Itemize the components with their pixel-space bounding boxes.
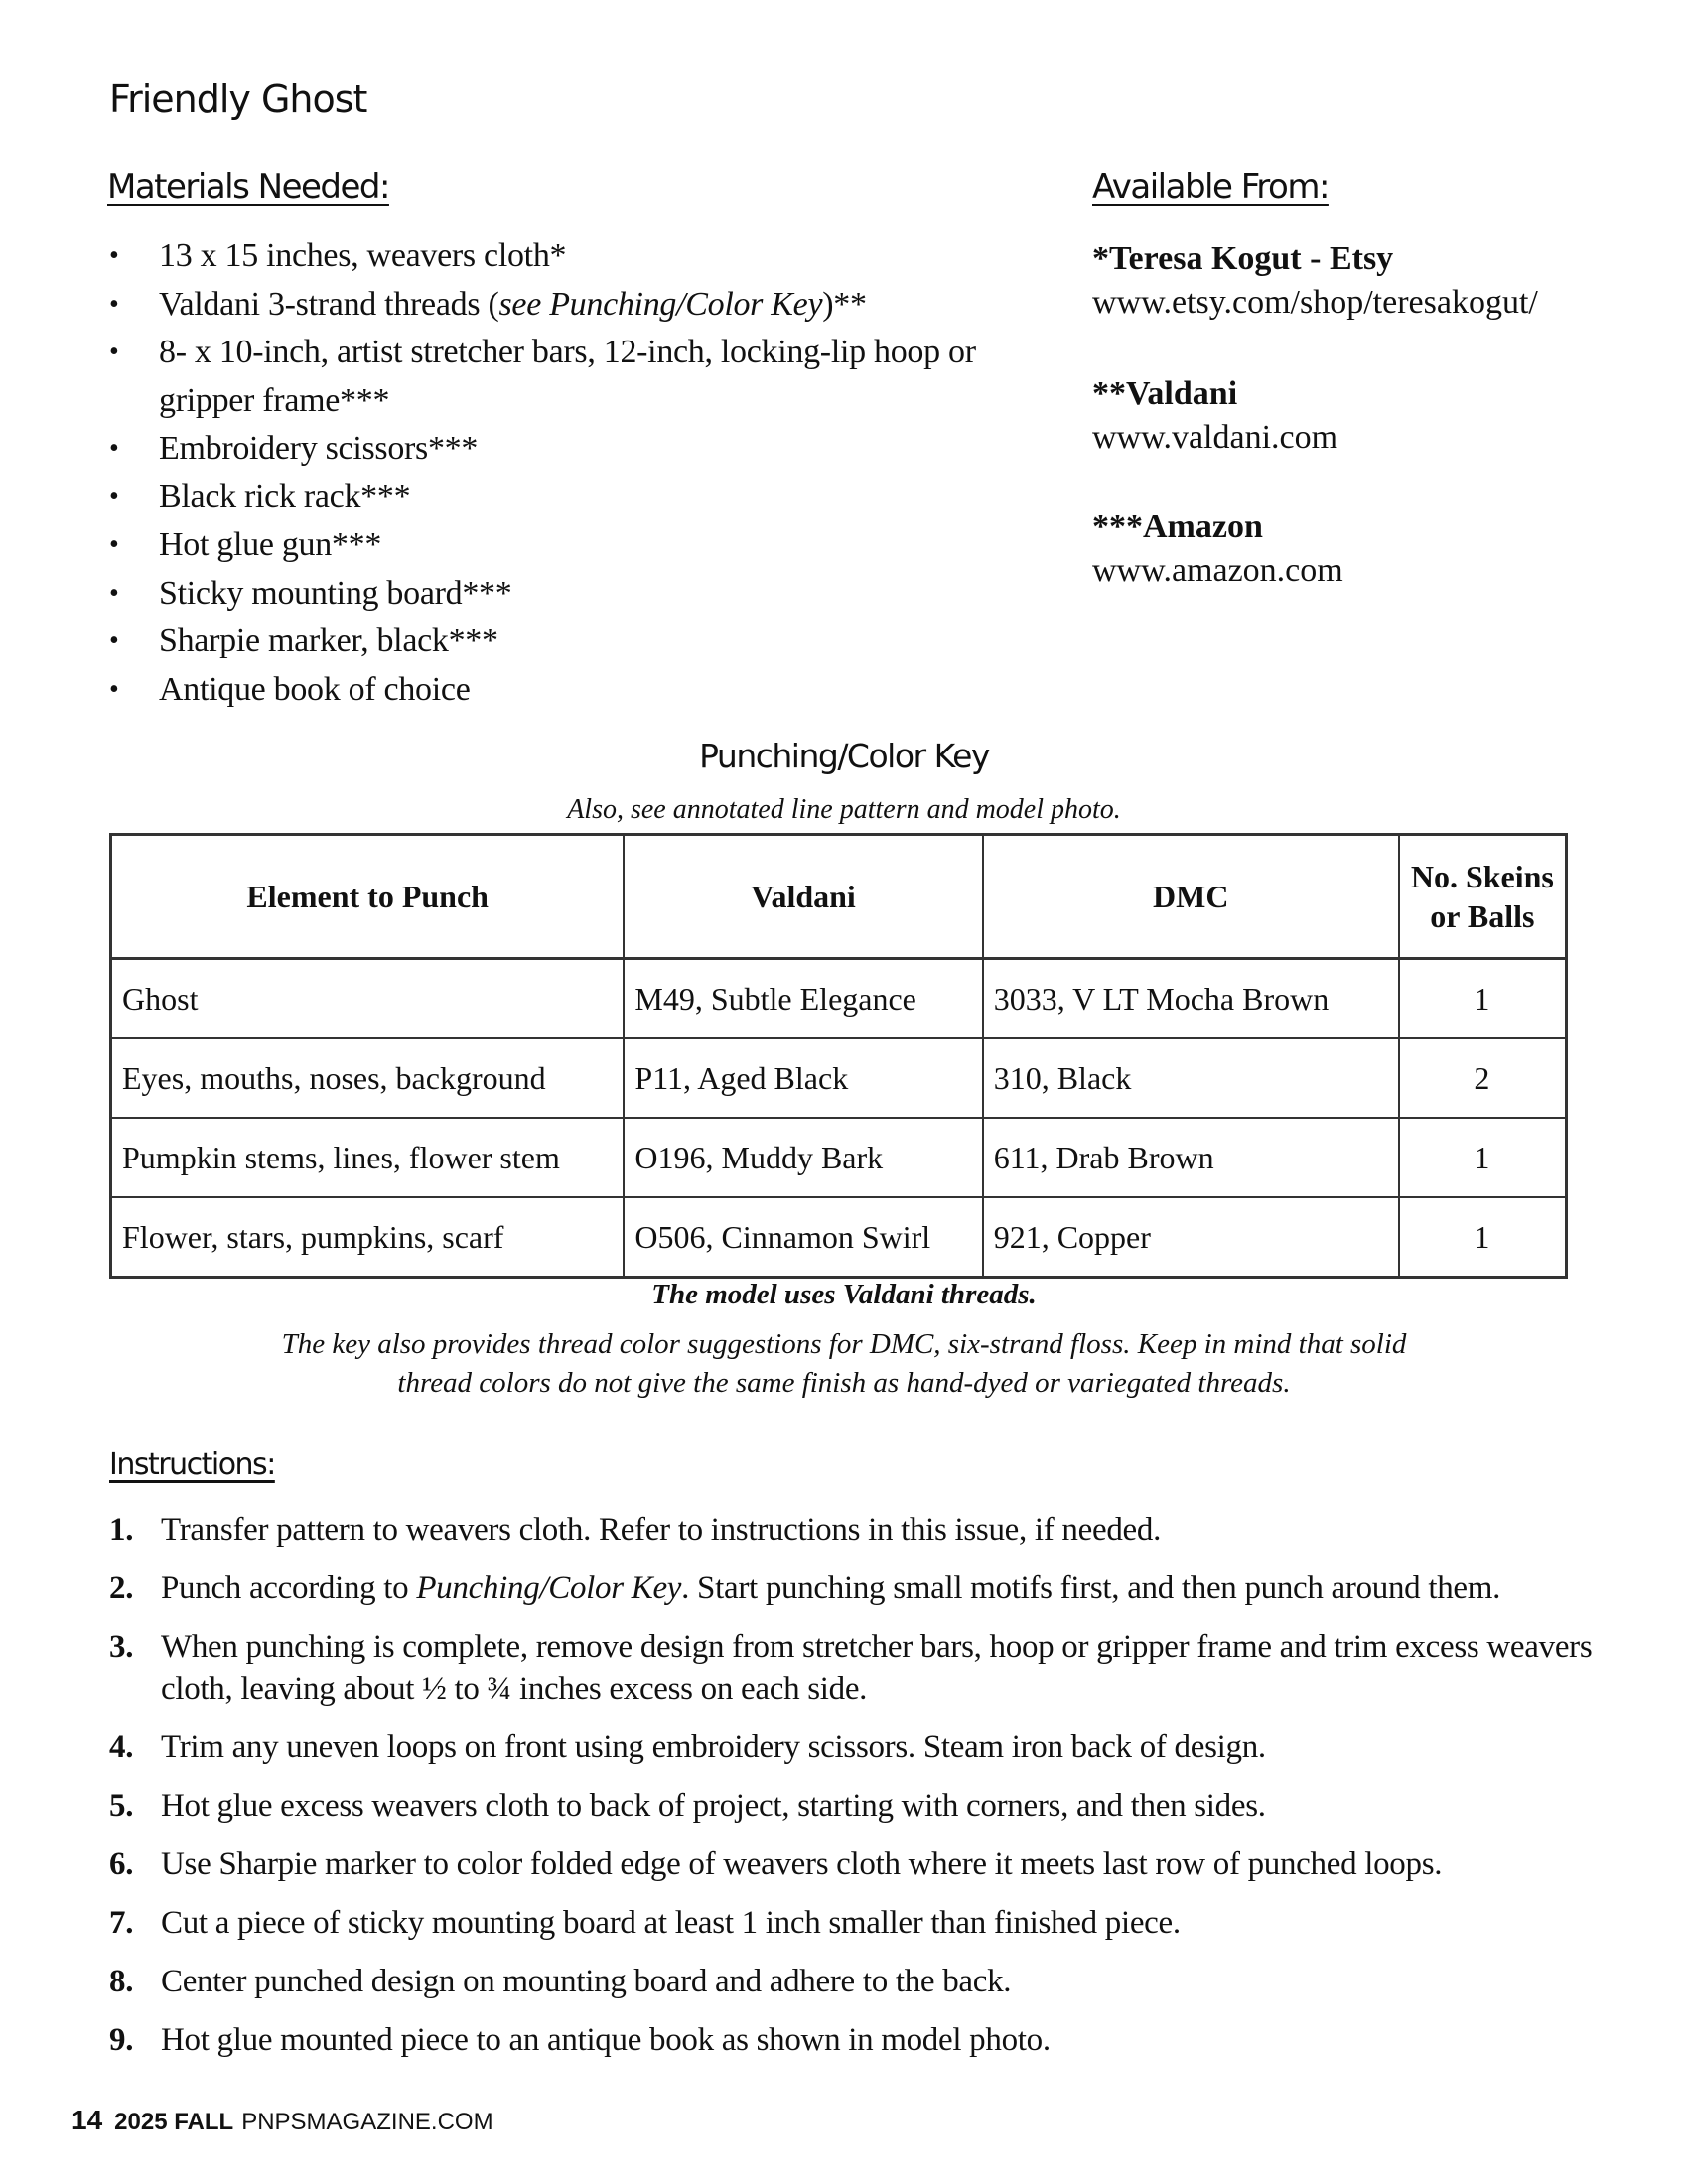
column-header: DMC [983,835,1399,959]
bullet-icon: • [109,673,119,705]
step-number: 4. [109,1729,134,1765]
page-number: 14 [71,2105,103,2135]
table-row [111,1197,1567,1278]
step-number: 2. [109,1570,134,1606]
step-number: 5. [109,1788,134,1824]
table-row [111,1038,1567,1118]
table-cell: 1 [1399,1118,1567,1197]
list-item: • Black rick rack*** [109,474,1023,522]
source-name: ***Amazon [1092,508,1263,545]
instructions-heading: Instructions: [109,1447,275,1482]
list-item: • Embroidery scissors*** [109,425,1023,474]
color-key-table [109,833,1568,1279]
table-cell: Pumpkin stems, lines, flower stem [111,1118,625,1197]
instruction-step: 3. When punching is complete, remove design from stretcher bars, hoop or gripper frame and trim excess weavers cloth, leaving about ½ to ¾ inches excess on each side. [109,1626,1599,1709]
instructions-list [109,1509,1599,2078]
page-footer [71,2105,493,2136]
table-cell: Flower, stars, pumpkins, scarf [111,1197,625,1278]
list-item: • Sharpie marker, black*** [109,617,1023,666]
table-cell: 2 [1399,1038,1567,1118]
bullet-icon: • [109,577,119,609]
list-item: • Antique book of choice [109,666,1023,715]
source-url[interactable]: www.etsy.com/shop/teresakogut/ [1092,284,1538,321]
list-item: • Hot glue gun*** [109,521,1023,570]
table-cell: 310, Black [983,1038,1399,1118]
table-cell: Eyes, mouths, noses, background [111,1038,625,1118]
table-cell: O506, Cinnamon Swirl [624,1197,982,1278]
list-item: • Valdani 3-strand threads (see Punching/Color Key)** [109,281,1023,330]
table-cell: 3033, V LT Mocha Brown [983,959,1399,1039]
source-amazon [1092,506,1648,594]
step-number: 3. [109,1629,134,1665]
model-note: The model uses Valdani threads. [651,1279,1037,1310]
table-header-row [111,835,1567,959]
issue-label: 2025 FALL [114,2109,234,2135]
table-cell: O196, Muddy Bark [624,1118,982,1197]
bullet-icon: • [109,337,119,367]
step-number: 6. [109,1846,134,1882]
step-number: 9. [109,2022,134,2058]
color-key-title: Punching/Color Key [699,737,989,775]
source-name: **Valdani [1092,375,1238,412]
table-row [111,1118,1567,1197]
instruction-step: 4. Trim any uneven loops on front using embroidery scissors. Steam iron back of design. [109,1726,1599,1768]
bullet-icon: • [109,625,119,656]
instruction-step: 8. Center punched design on mounting board and adhere to the back. [109,1961,1599,2002]
column-header: Element to Punch [111,835,625,959]
source-etsy [1092,238,1648,326]
color-key-subtitle: Also, see annotated line pattern and model photo. [567,794,1121,825]
step-number: 1. [109,1512,134,1548]
table-row [111,959,1567,1039]
table-cell: P11, Aged Black [624,1038,982,1118]
dmc-note: The key also provides thread color suggestions for DMC, six-strand floss. Keep in mind that solid thread colors do not give the same finish as hand-dyed or variegated threads. [281,1328,1407,1399]
instruction-step: 9. Hot glue mounted piece to an antique book as shown in model photo. [109,2019,1599,2061]
step-number: 7. [109,1905,134,1941]
list-item: • Sticky mounting board*** [109,570,1023,618]
list-item: • 13 x 15 inches, weavers cloth* [109,232,1023,281]
instruction-step: 5. Hot glue excess weavers cloth to back of project, starting with corners, and then sides. [109,1785,1599,1827]
table-cell: 1 [1399,959,1567,1039]
table-cell: 921, Copper [983,1197,1399,1278]
source-name: *Teresa Kogut - Etsy [1092,240,1394,277]
table-cell: M49, Subtle Elegance [624,959,982,1039]
bullet-icon: • [109,433,119,464]
instruction-step: 1. Transfer pattern to weavers cloth. Refer to instructions in this issue, if needed. [109,1509,1599,1551]
materials-heading: Materials Needed: [107,167,389,206]
page-title: Friendly Ghost [109,77,367,121]
table-cell: Ghost [111,959,625,1039]
column-header: No. Skeins or Balls [1399,835,1567,959]
column-header: Valdani [624,835,982,959]
site-link[interactable]: PNPSMAGAZINE.COM [241,2109,493,2135]
bullet-icon: • [109,529,119,560]
available-from-heading: Available From: [1092,167,1329,206]
step-number: 8. [109,1964,134,1999]
bullet-icon: • [109,288,119,320]
source-valdani [1092,373,1648,461]
table-cell: 611, Drab Brown [983,1118,1399,1197]
instruction-step: 6. Use Sharpie marker to color folded edge of weavers cloth where it meets last row of punched loops. [109,1843,1599,1885]
instruction-step: 7. Cut a piece of sticky mounting board at least 1 inch smaller than finished piece. [109,1902,1599,1944]
table-cell: 1 [1399,1197,1567,1278]
source-url[interactable]: www.amazon.com [1092,552,1343,589]
list-item: • 8- x 10-inch, artist stretcher bars, 12-inch, locking-lip hoop or gripper frame*** [109,329,1023,425]
bullet-icon: • [109,480,119,512]
bullet-icon: • [109,240,119,271]
instruction-step: 2. Punch according to Punching/Color Key. Start punching small motifs first, and then punch around them. [109,1568,1599,1609]
source-url[interactable]: www.valdani.com [1092,419,1338,456]
materials-list [109,232,1023,714]
